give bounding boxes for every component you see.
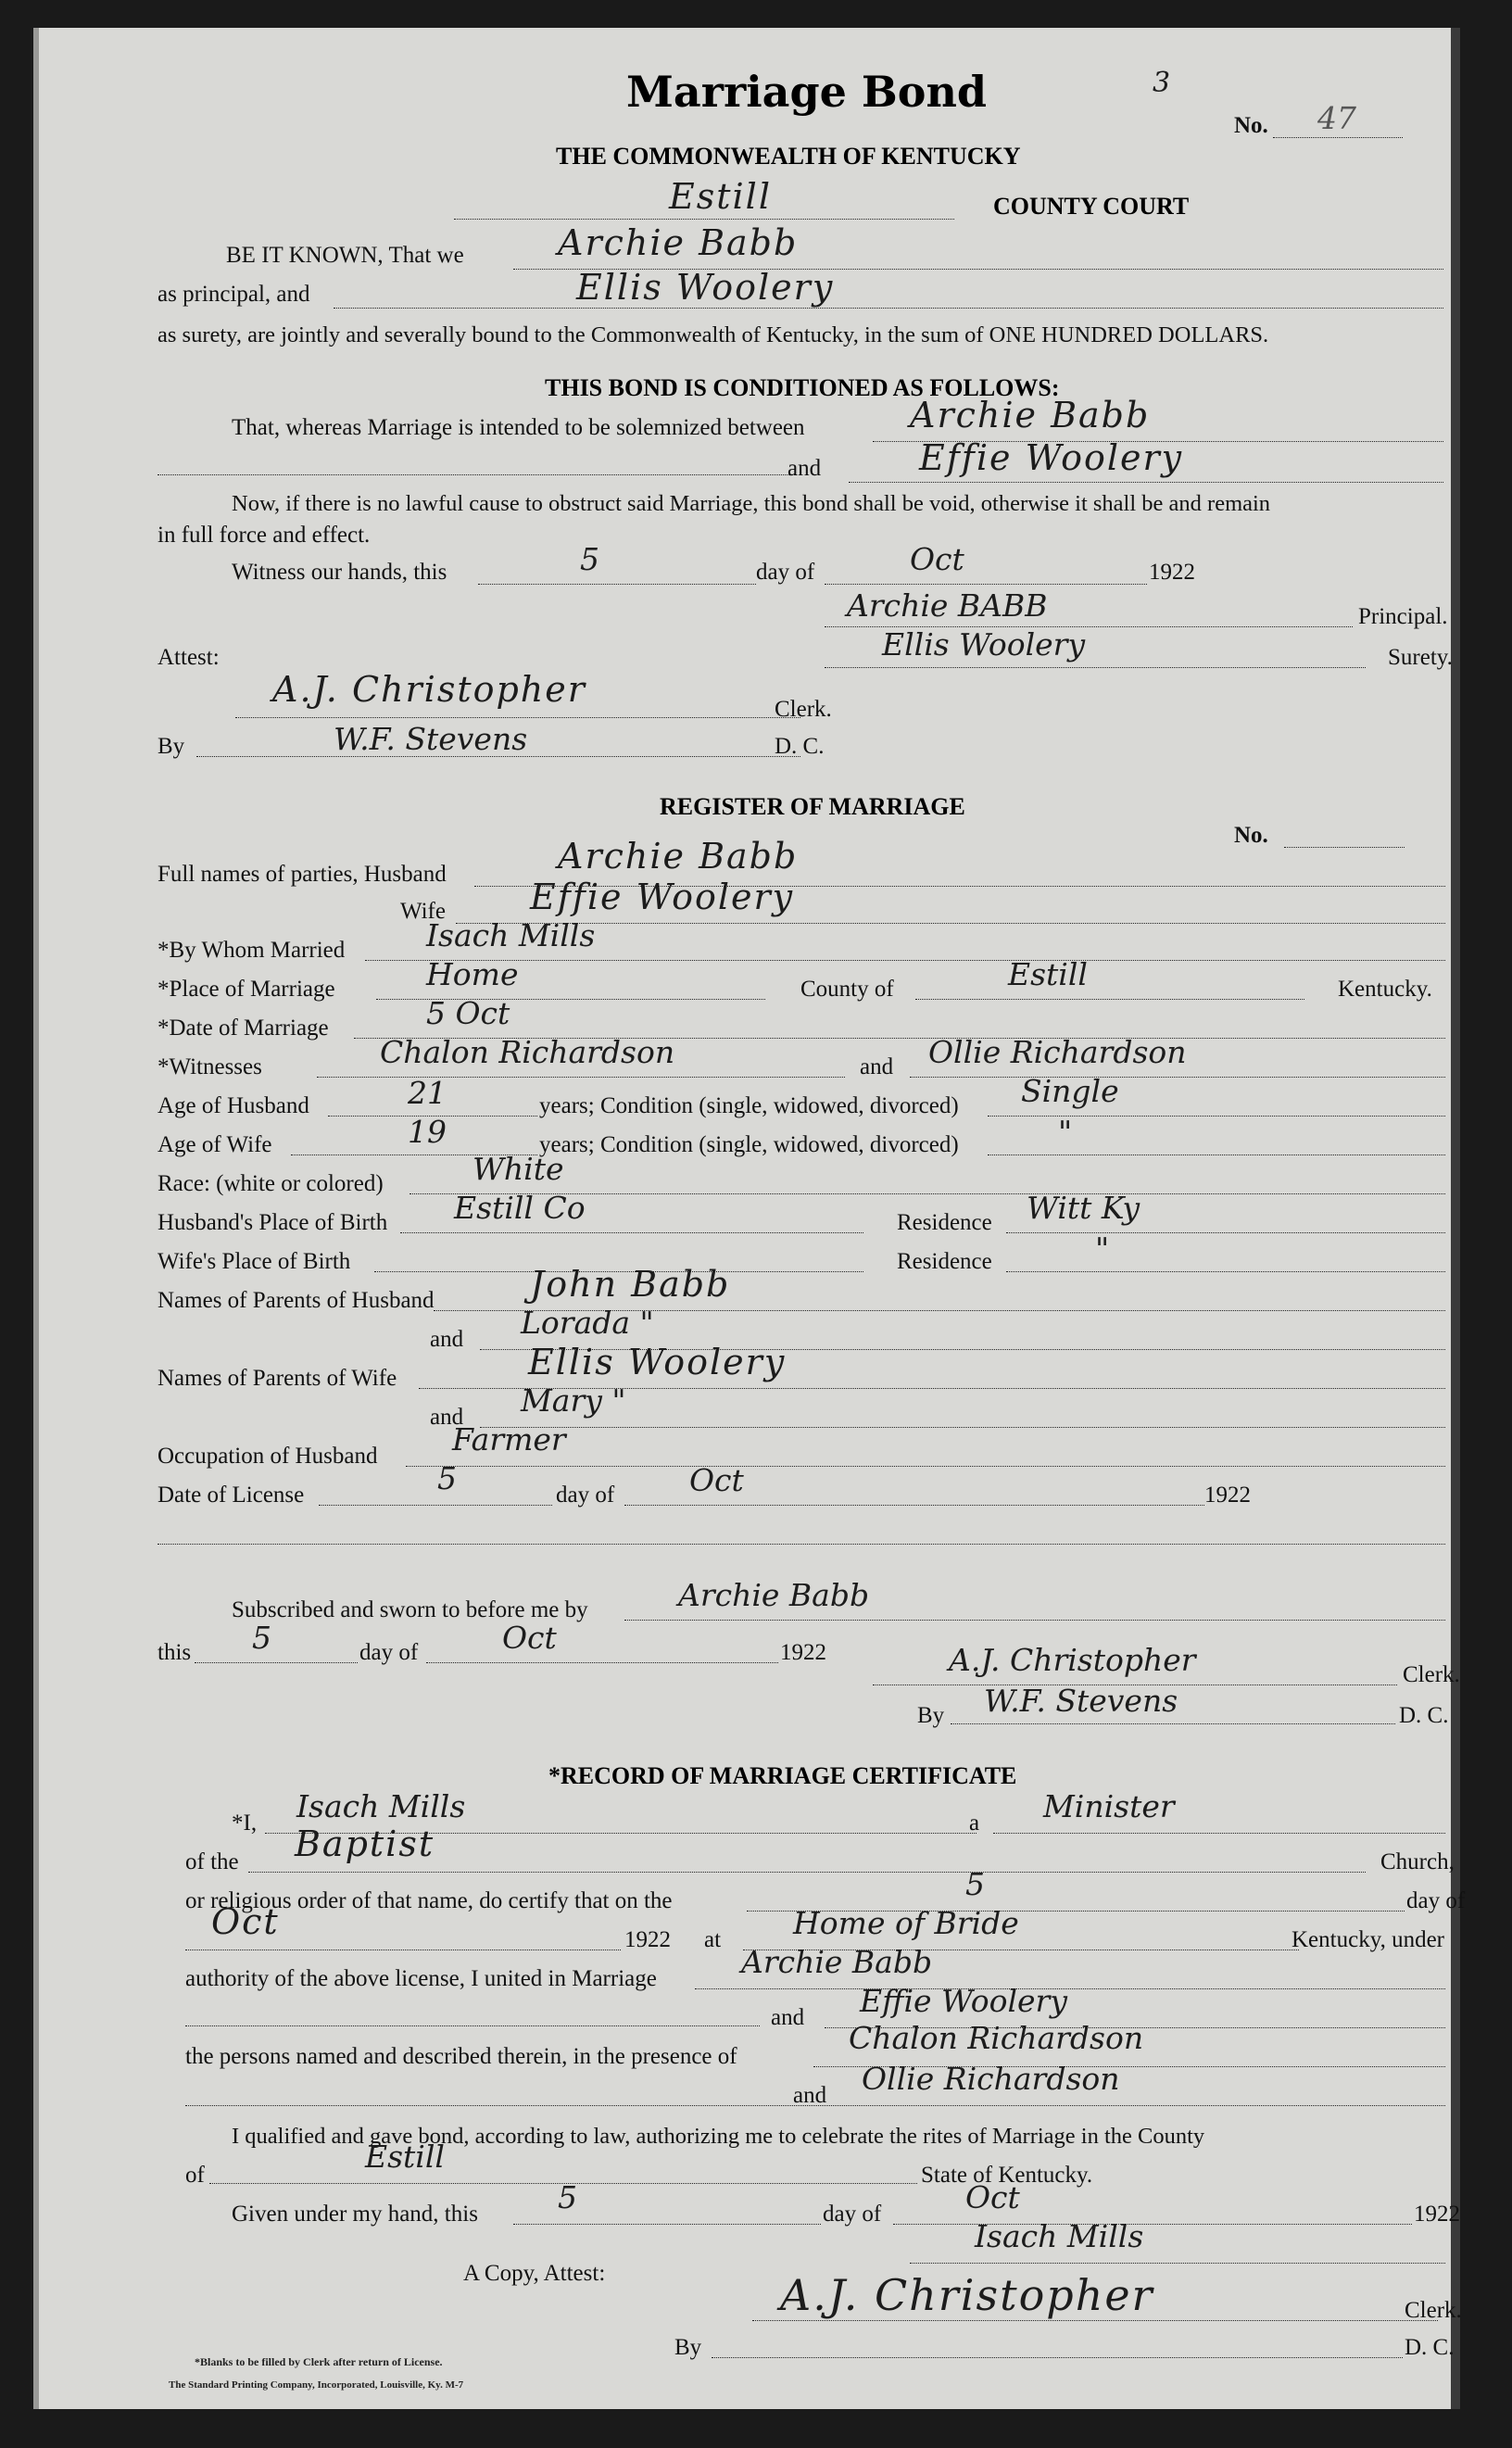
parents-husband-label: Names of Parents of Husband: [158, 1288, 435, 1313]
cert-united-1: Archie Babb: [741, 1944, 933, 1980]
cert-given-under: Given under my hand, this: [232, 2202, 478, 2227]
cert-given-year: 1922: [1414, 2202, 1460, 2227]
wife-line: [456, 923, 1445, 924]
cert-day-value: 5: [965, 1866, 985, 1902]
surety-signature: Ellis Woolery: [882, 626, 1086, 662]
certificate-heading: *RECORD OF MARRIAGE CERTIFICATE: [548, 1762, 1017, 1789]
now-if-text: Now, if there is no lawful cause to obstruct said Marriage, this bond shall be void, otherwise it shall be and remain: [232, 491, 1271, 516]
whereas-text: That, whereas Marriage is intended to be solemnized between: [232, 415, 805, 440]
race-value: White: [472, 1151, 564, 1187]
document-title: Marriage Bond: [626, 67, 988, 117]
license-label: Date of License: [158, 1483, 305, 1508]
wife-residence-label: Residence: [897, 1249, 992, 1274]
cert-clerk-line: [752, 2320, 1438, 2321]
cert-qualified: I qualified and gave bond, according to law, authorizing me to celebrate the rites of Marriage in the County: [232, 2124, 1205, 2149]
license-year: 1922: [1204, 1483, 1251, 1508]
husband-value: Archie Babb: [558, 836, 799, 877]
husband-label: Full names of parties, Husband: [158, 862, 447, 887]
cert-minister-name: Isach Mills: [296, 1788, 466, 1824]
sworn-dc-line: [951, 1723, 1395, 1724]
license-month: Oct: [689, 1462, 744, 1498]
surety-sig-line: [825, 667, 1366, 668]
principal-name: Archie Babb: [558, 222, 799, 263]
witness-day: 5: [580, 541, 599, 577]
wife-residence-value: ": [1095, 1230, 1110, 1267]
witness-day-line: [478, 584, 756, 585]
witness-month-line: [825, 584, 1147, 585]
husband-residence-label: Residence: [897, 1210, 992, 1235]
commonwealth-heading: THE COMMONWEALTH OF KENTUCKY: [556, 143, 1021, 170]
wife-birth-label: Wife's Place of Birth: [158, 1249, 351, 1274]
cert-given-day-line: [513, 2224, 821, 2225]
husband-residence-line: [1006, 1232, 1445, 1233]
date-value: 5 Oct: [426, 995, 510, 1031]
sworn-this: this: [158, 1640, 192, 1665]
license-day-of: day of: [556, 1483, 615, 1508]
license-month-line: [624, 1505, 1204, 1506]
parents-husband-2: Lorada ": [521, 1305, 654, 1341]
place-label: *Place of Marriage: [158, 977, 335, 1002]
witness1-value: Chalon Richardson: [380, 1034, 675, 1070]
parents-husband-1: John Babb: [530, 1264, 731, 1305]
cert-presence-2: Ollie Richardson: [862, 2061, 1120, 2097]
cert-presence-1: Chalon Richardson: [849, 2020, 1144, 2056]
cert-church-line: [248, 1872, 1366, 1873]
cert-religious-order: or religious order of that name, do certify that on the: [185, 1888, 673, 1913]
wife-residence-line: [1006, 1271, 1445, 1272]
occupation-value: Farmer: [452, 1421, 566, 1457]
bond-by-label: By: [158, 734, 185, 759]
occupation-label: Occupation of Husband: [158, 1444, 378, 1469]
as-principal: as principal, and: [158, 282, 310, 307]
sworn-month: Oct: [502, 1620, 557, 1656]
condition-husband-label: years; Condition (single, widowed, divorced): [539, 1093, 959, 1118]
cert-year: 1922: [624, 1927, 671, 1952]
sworn-by-value: Archie Babb: [678, 1577, 870, 1613]
cert-of-the: of the: [185, 1849, 239, 1874]
witness1-line: [317, 1077, 845, 1078]
cert-title-value: Minister: [1043, 1788, 1175, 1824]
witness-and: and: [860, 1054, 894, 1079]
parents-wife-1: Ellis Woolery: [528, 1342, 787, 1382]
parents-husband-and: and: [430, 1327, 464, 1352]
surety-text: as surety, are jointly and severally bound to the Commonwealth of Kentucky, in the sum of ONE HUNDRED DOLLARS.: [158, 322, 1269, 347]
witness2-value: Ollie Richardson: [928, 1034, 1187, 1070]
no-line: [1273, 137, 1403, 138]
cert-united-2: Effie Woolery: [860, 1983, 1067, 2019]
cert-presence-and: and: [793, 2083, 827, 2108]
cert-county-value: Estill: [365, 2139, 445, 2175]
county-of-label: County of: [800, 977, 894, 1002]
occupation-line: [406, 1466, 1445, 1467]
date-label: *Date of Marriage: [158, 1016, 329, 1041]
conditioned-heading: THIS BOND IS CONDITIONED AS FOLLOWS:: [545, 374, 1060, 401]
register-no-label: No.: [1234, 823, 1268, 848]
cert-dc-line: [712, 2357, 1403, 2358]
sworn-dc-label: D. C.: [1399, 1703, 1449, 1728]
wife-label: Wife: [400, 899, 446, 924]
sworn-month-line: [426, 1662, 778, 1663]
bond-dc-line: [196, 756, 800, 757]
page-mark: 3: [1153, 67, 1171, 99]
license-day-line: [319, 1505, 552, 1506]
condition-wife-value: ": [1058, 1114, 1073, 1150]
full-force-text: in full force and effect.: [158, 523, 371, 548]
cert-state-label: State of Kentucky.: [921, 2163, 1093, 2188]
husband-birth-line: [400, 1232, 863, 1233]
parents-wife-2: Mary ": [521, 1382, 626, 1419]
parents-wife-label: Names of Parents of Wife: [158, 1366, 397, 1391]
surety-line: [334, 308, 1443, 309]
sworn-year: 1922: [780, 1640, 826, 1665]
cert-place-value: Home of Bride: [793, 1905, 1019, 1941]
cert-clerk-label: Clerk.: [1405, 2298, 1462, 2323]
by-whom-value: Isach Mills: [426, 917, 596, 953]
witness2-line: [910, 1077, 1445, 1078]
subscribed-text: Subscribed and sworn to before me by: [232, 1597, 588, 1622]
bond-clerk-signature: A.J. Christopher: [272, 669, 586, 710]
cert-united-1-line: [695, 1988, 1445, 1989]
condition-husband-value: Single: [1021, 1073, 1119, 1109]
cert-presence-2-line: [185, 2105, 1445, 2106]
sworn-by-label: By: [917, 1703, 945, 1728]
county-value: Estill: [669, 176, 772, 217]
witness-month: Oct: [910, 541, 964, 577]
cert-title-line: [993, 1833, 1445, 1834]
footer-note: *Blanks to be filled by Clerk after return of License.: [195, 2355, 443, 2368]
footer-printer: The Standard Printing Company, Incorporated, Louisville, Ky. M-7: [169, 2379, 464, 2391]
cert-clerk-signature: A.J. Christopher: [780, 2270, 1154, 2320]
bond-clerk-label: Clerk.: [775, 697, 832, 722]
age-wife-value: 19: [408, 1114, 447, 1150]
sworn-by-line: [624, 1620, 1445, 1621]
bond-dc-signature: W.F. Stevens: [334, 721, 528, 757]
cert-minister-signature: Isach Mills: [975, 2218, 1144, 2254]
cert-of-label: of: [185, 2163, 205, 2188]
attest-label: Attest:: [158, 645, 220, 670]
husband-residence-value: Witt Ky: [1027, 1190, 1140, 1226]
husband-birth-value: Estill Co: [454, 1190, 586, 1226]
bond-dc-label: D. C.: [775, 734, 825, 759]
cert-by-label: By: [674, 2335, 702, 2360]
register-county-value: Estill: [1008, 956, 1088, 992]
sworn-day-line: [195, 1662, 358, 1663]
cert-a-label: a: [969, 1811, 980, 1836]
witness-year: 1922: [1149, 560, 1195, 585]
cert-i-label: *I,: [232, 1811, 258, 1836]
copy-attest-label: A Copy, Attest:: [463, 2261, 606, 2286]
register-kentucky: Kentucky.: [1338, 977, 1432, 1002]
cert-given-day-of: day of: [823, 2202, 882, 2227]
register-blank-line: [158, 1544, 1445, 1545]
witness-day-of: day of: [756, 560, 815, 585]
by-whom-line: [365, 960, 1445, 961]
license-day: 5: [437, 1460, 457, 1496]
register-county-line: [915, 999, 1304, 1000]
party2-name: Effie Woolery: [919, 437, 1184, 478]
party2-line: [849, 482, 1443, 483]
sworn-dc-signature: W.F. Stevens: [984, 1683, 1178, 1719]
age-wife-label: Age of Wife: [158, 1132, 272, 1157]
no-value: 47: [1317, 100, 1356, 136]
sworn-day: 5: [252, 1620, 271, 1656]
cert-at-label: at: [704, 1927, 722, 1952]
no-label: No.: [1234, 113, 1268, 138]
party-and: and: [788, 456, 822, 481]
party-blank-line: [158, 474, 797, 475]
race-label: Race: (white or colored): [158, 1171, 384, 1196]
register-heading: REGISTER OF MARRIAGE: [660, 793, 965, 820]
sworn-clerk-signature: A.J. Christopher: [949, 1642, 1196, 1678]
cert-minister-sig-line: [910, 2263, 1445, 2264]
marriage-bond-document: [33, 28, 1466, 2409]
cert-month-value: Oct: [211, 1901, 280, 1942]
cert-church-value: Baptist: [295, 1823, 435, 1864]
cert-united-and: and: [771, 2005, 805, 2030]
register-no-line: [1284, 847, 1405, 848]
wife-value: Effie Woolery: [530, 877, 795, 917]
surety-name: Ellis Woolery: [576, 267, 835, 308]
by-whom-label: *By Whom Married: [158, 938, 346, 963]
bond-clerk-line: [235, 717, 800, 718]
cert-kentucky-under: Kentucky, under: [1292, 1927, 1444, 1952]
cert-given-month-line: [893, 2224, 1412, 2225]
be-it-known: BE IT KNOWN, That we: [226, 243, 464, 268]
cert-presence-of: the persons named and described therein, in the presence of: [185, 2044, 737, 2069]
cert-day-of: day of: [1406, 1888, 1466, 1913]
party1-name: Archie Babb: [910, 395, 1151, 435]
cert-authority: authority of the above license, I united in Marriage: [185, 1966, 657, 1991]
age-husband-label: Age of Husband: [158, 1093, 309, 1118]
condition-wife-label: years; Condition (single, widowed, divorced): [539, 1132, 959, 1157]
parents-wife-2-line: [480, 1427, 1445, 1428]
principal-label: Principal.: [1358, 604, 1448, 629]
cert-church-label: Church,: [1380, 1849, 1455, 1874]
county-court-label: COUNTY COURT: [993, 193, 1190, 220]
surety-label: Surety.: [1388, 645, 1453, 670]
age-husband-value: 21: [408, 1075, 447, 1111]
cert-united-blank-line: [185, 2025, 760, 2026]
sworn-day-of: day of: [359, 1640, 419, 1665]
condition-husband-line: [988, 1116, 1445, 1117]
cert-dc-label: D. C.: [1405, 2335, 1455, 2360]
witnesses-label: *Witnesses: [158, 1054, 262, 1079]
county-line: [454, 219, 954, 220]
parents-wife-and: and: [430, 1405, 464, 1430]
cert-given-month: Oct: [965, 2179, 1020, 2215]
sworn-clerk-label: Clerk.: [1403, 1662, 1460, 1687]
cert-given-day: 5: [558, 2179, 577, 2215]
principal-signature: Archie BABB: [847, 587, 1048, 624]
place-value: Home: [426, 956, 519, 992]
witness-hands: Witness our hands, this: [232, 560, 447, 585]
husband-birth-label: Husband's Place of Birth: [158, 1210, 388, 1235]
